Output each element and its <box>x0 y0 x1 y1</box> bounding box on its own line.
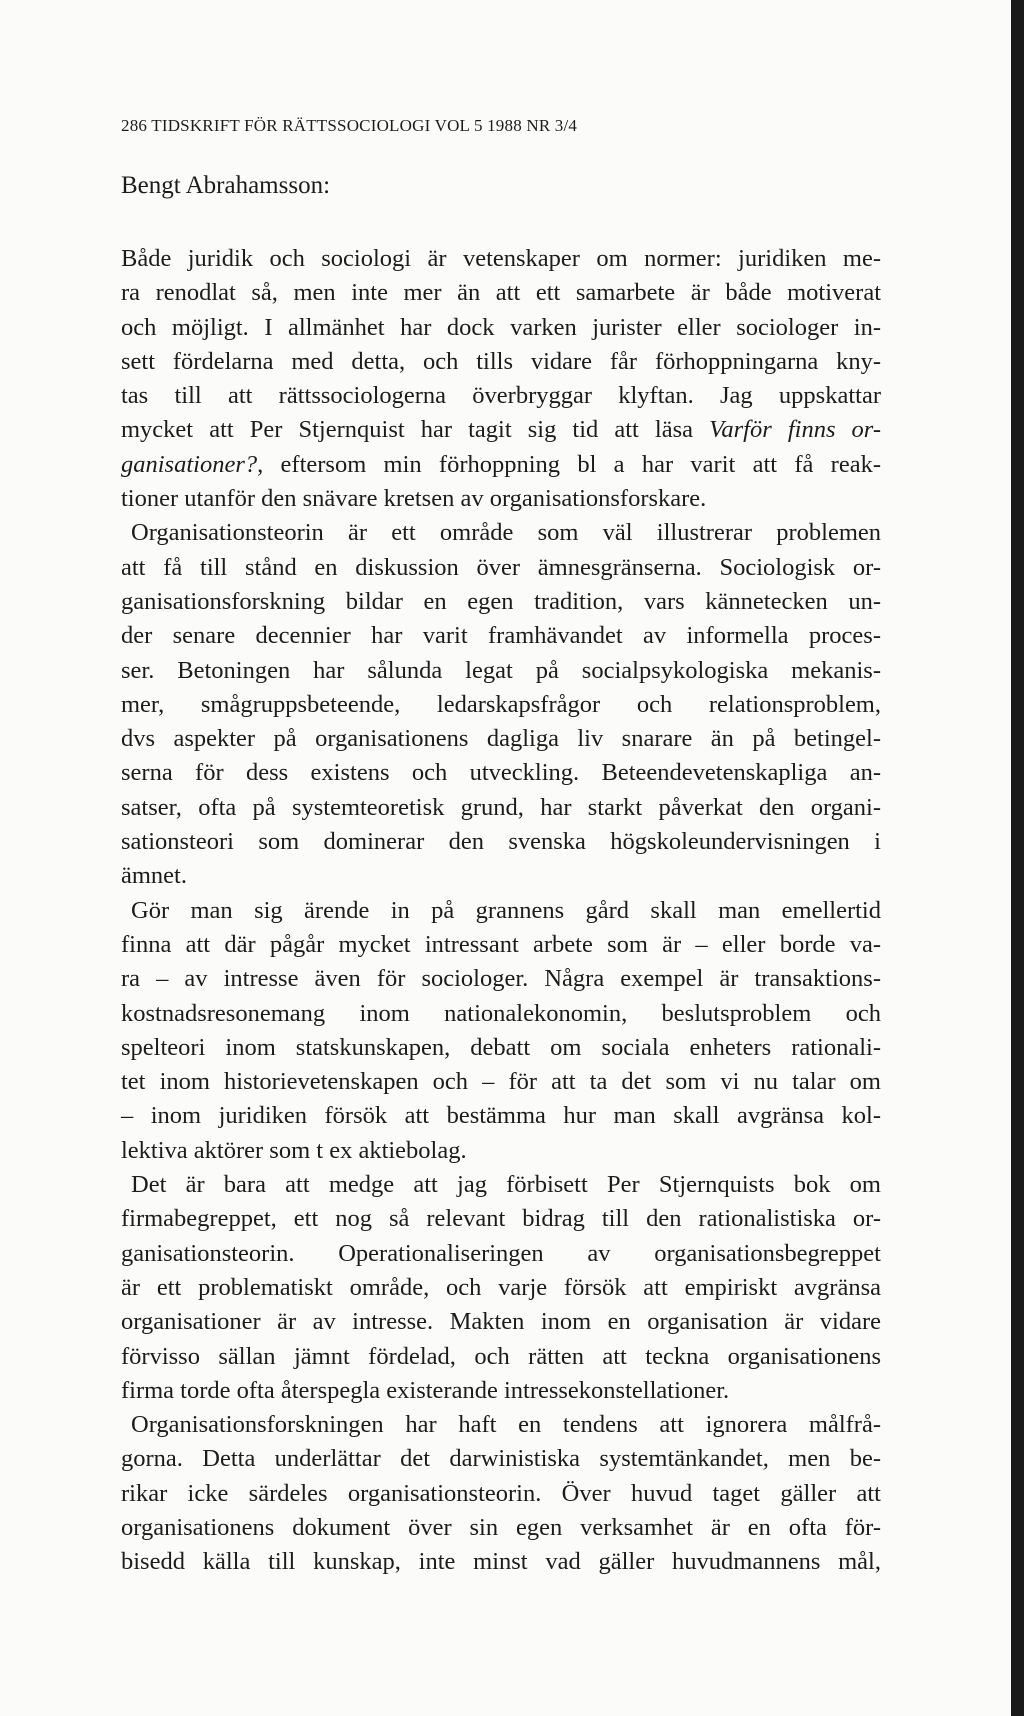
text-line: Organisationsforskningen har haft en tendens att ignorera målfrå- <box>131 1411 881 1439</box>
text-line: finna att där pågår mycket intressant arbete som är – eller borde va- <box>121 930 881 958</box>
text-segment: mycket att Per Stjernquist har tagit sig tid att läsa <box>121 416 694 444</box>
text-line: Gör man sig ärende in på grannens gård skall man emellertid <box>131 896 881 924</box>
text-line: ganisationsforskning bildar en egen tradition, vars kännetecken un- <box>121 587 881 615</box>
author-heading: Bengt Abrahamsson: <box>121 172 331 199</box>
text-line: tas till att rättssociologerna överbryggar klyftan. Jag uppskattar <box>121 382 881 410</box>
text-line: Både juridik och sociologi är vetenskaper om normer: juridiken me- <box>121 245 881 272</box>
text-line: sationsteori som dominerar den svenska högskoleundervisningen i <box>121 828 881 856</box>
text-line: ämnet. <box>121 862 187 890</box>
text-line: rikar icke särdeles organisationsteorin. Över huvud taget gäller att <box>121 1479 881 1507</box>
text-line: der senare decennier har varit framhävandet av informella proces- <box>121 622 881 650</box>
scan-edge-shadow <box>1011 0 1024 1716</box>
book-title-italic: Varför finns or- <box>709 416 882 444</box>
text-line: är ett problematiskt område, och varje försök att empiriskt avgränsa <box>121 1273 881 1301</box>
text-segment: , eftersom min förhoppning bl a har varit att få reak- <box>257 450 881 478</box>
book-title-italic: ganisationer? <box>121 450 258 478</box>
text-line: tet inom historievetenskapen och – för att ta det som vi nu talar om <box>121 1068 881 1096</box>
text-line: gorna. Detta underlättar det darwinistiska systemtänkandet, men be- <box>121 1445 881 1473</box>
text-line-with-title <box>121 413 881 447</box>
text-line: organisationens dokument över sin egen verksamhet är en ofta för- <box>121 1513 881 1541</box>
text-line: organisationer är av intresse. Makten inom en organisation är vidare <box>121 1308 881 1336</box>
text-line: ra renodlat så, men inte mer än att ett samarbete är både motiverat <box>121 279 881 307</box>
text-line: firma torde ofta återspegla existerande intressekonstellationer. <box>121 1376 730 1404</box>
text-line: ser. Betoningen har sålunda legat på socialpsykologiska mekanis- <box>121 656 881 684</box>
text-line: lektiva aktörer som t ex aktiebolag. <box>121 1136 467 1164</box>
text-line: firmabegreppet, ett nog så relevant bidrag till den rationalistiska or- <box>121 1205 881 1233</box>
running-head: 286 TIDSKRIFT FÖR RÄTTSSOCIOLOGI VOL 5 1988 NR 3/4 <box>121 116 578 135</box>
text-line-with-title <box>121 448 881 482</box>
text-line: serna för dess existens och utveckling. Beteendevetenskapliga an- <box>121 759 881 787</box>
text-line: förvisso sällan jämnt fördelad, och rätten att teckna organisationens <box>121 1342 881 1370</box>
text-line: kostnadsresonemang inom nationalekonomin, beslutsproblem och <box>121 999 881 1027</box>
text-line: satser, ofta på systemteoretisk grund, har starkt påverkat den organi- <box>121 793 881 821</box>
text-line: ganisationsteorin. Operationaliseringen av organisationsbegreppet <box>121 1239 881 1267</box>
text-line: tioner utanför den snävare kretsen av organisationsforskare. <box>121 485 707 513</box>
text-line: ra – av intresse även för sociologer. Några exempel är transaktions- <box>121 965 881 993</box>
text-line: spelteori inom statskunskapen, debatt om sociala enheters rationali- <box>121 1033 881 1061</box>
text-line: dvs aspekter på organisationens dagliga liv snarare än på betingel- <box>121 725 881 753</box>
text-line: mer, smågruppsbeteende, ledarskapsfrågor och relationsproblem, <box>121 690 881 718</box>
text-line: att få till stånd en diskussion över ämnesgränserna. Sociologisk or- <box>121 553 881 581</box>
text-line: Det är bara att medge att jag förbisett Per Stjernquists bok om <box>131 1171 881 1199</box>
text-line: och möjligt. I allmänhet har dock varken jurister eller sociologer in- <box>121 313 881 341</box>
text-line: bisedd källa till kunskap, inte minst vad gäller huvudmannens mål, <box>121 1548 881 1576</box>
text-line: – inom juridiken försök att bestämma hur man skall avgränsa kol- <box>121 1102 881 1130</box>
article-body <box>121 242 881 1580</box>
text-line: sett fördelarna med detta, och tills vidare får förhoppningarna kny- <box>121 347 881 375</box>
text-line: Organisationsteorin är ett område som väl illustrerar problemen <box>131 519 881 547</box>
